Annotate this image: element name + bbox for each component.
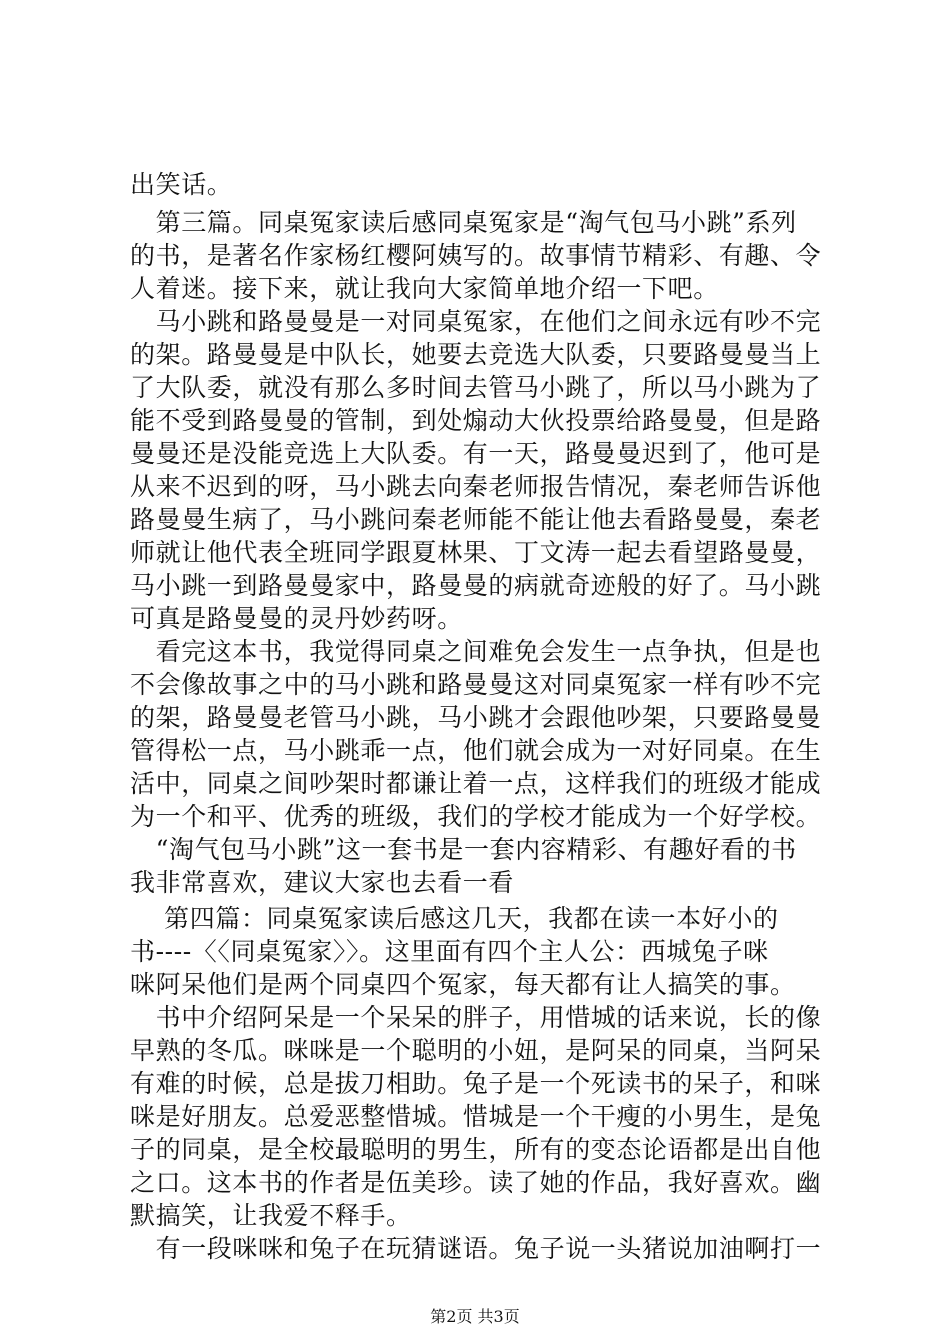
text-line: 了大队委，就没有那么多时间去管马小跳了，所以马小跳为了 xyxy=(130,373,822,402)
text-line: 早熟的冬瓜。咪咪是一个聪明的小妞，是阿呆的同桌，当阿呆 xyxy=(130,1036,822,1065)
text-line: 的书，是著名作家杨红樱阿姨写的。故事情节精彩、有趣、令 xyxy=(130,241,822,270)
text-line: 看完这本书，我觉得同桌之间难免会发生一点争执，但是也 xyxy=(130,637,822,666)
text-line: 书中介绍阿呆是一个呆呆的胖子，用惜城的话来说，长的像 xyxy=(130,1003,822,1032)
text-line: 的架，路曼曼老管马小跳，马小跳才会跟他吵架，只要路曼曼 xyxy=(130,703,822,732)
text-line: 人着迷。接下来，就让我向大家简单地介绍一下吧。 xyxy=(130,274,719,303)
text-line: 的架。路曼曼是中队长，她要去竞选大队委，只要路曼曼当上 xyxy=(130,340,822,369)
page-footer: 第2页 共3页 xyxy=(430,1307,520,1326)
text-line: 之口。这本书的作者是伍美珍。读了她的作品，我好喜欢。幽 xyxy=(130,1168,822,1197)
text-line: “淘气包马小跳”这一套书是一套内容精彩、有趣好看的书 xyxy=(130,835,797,864)
text-line: 从来不迟到的呀，马小跳去向秦老师报告情况，秦老师告诉他 xyxy=(130,472,822,501)
text-line: 能不受到路曼曼的管制，到处煽动大伙投票给路曼曼，但是路 xyxy=(130,406,822,435)
text-line: 不会像故事之中的马小跳和路曼曼这对同桌冤家一样有吵不完 xyxy=(130,670,822,699)
text-line: 出笑话。 xyxy=(130,170,233,199)
text-line: 可真是路曼曼的灵丹妙药呀。 xyxy=(130,604,463,633)
text-line: 路曼曼生病了，马小跳问秦老师能不能让他去看路曼曼，秦老 xyxy=(130,505,822,534)
text-line: 咪阿呆他们是两个同桌四个冤家，每天都有让人搞笑的事。 xyxy=(130,970,796,999)
text-line: 曼曼还是没能竞选上大队委。有一天，路曼曼迟到了，他可是 xyxy=(130,439,822,468)
text-line: 默搞笑，让我爱不释手。 xyxy=(130,1201,412,1230)
text-line: 马小跳和路曼曼是一对同桌冤家，在他们之间永远有吵不完 xyxy=(130,307,822,336)
text-line: 马小跳一到路曼曼家中，路曼曼的病就奇迹般的好了。马小跳 xyxy=(130,571,822,600)
text-line: 咪是好朋友。总爱恶整惜城。惜城是一个干瘦的小男生，是兔 xyxy=(130,1102,822,1131)
text-line: 第四篇：同桌冤家读后感这几天，我都在读一本好小的 xyxy=(130,904,779,933)
text-line: 有难的时候，总是拔刀相助。兔子是一个死读书的呆子，和咪 xyxy=(130,1069,822,1098)
text-line: 管得松一点，马小跳乖一点，他们就会成为一对好同桌。在生 xyxy=(130,736,822,765)
text-line: 有一段咪咪和兔子在玩猜谜语。兔子说一头猪说加油啊打一 xyxy=(130,1234,822,1263)
text-line: 活中，同桌之间吵架时都谦让着一点，这样我们的班级才能成 xyxy=(130,769,822,798)
text-line: 第三篇。同桌冤家读后感同桌冤家是“淘气包马小跳”系列 xyxy=(130,208,797,237)
text-line: 书----〈〈同桌冤家〉〉。这里面有四个主人公：西城兔子咪 xyxy=(130,937,769,966)
text-line: 我非常喜欢，建议大家也去看一看 xyxy=(130,868,515,897)
text-line: 子的同桌，是全校最聪明的男生，所有的变态论语都是出自他 xyxy=(130,1135,822,1164)
text-line: 为一个和平、优秀的班级，我们的学校才能成为一个好学校。 xyxy=(130,802,822,831)
text-line: 师就让他代表全班同学跟夏林果、丁文涛一起去看望路曼曼， xyxy=(130,538,822,567)
